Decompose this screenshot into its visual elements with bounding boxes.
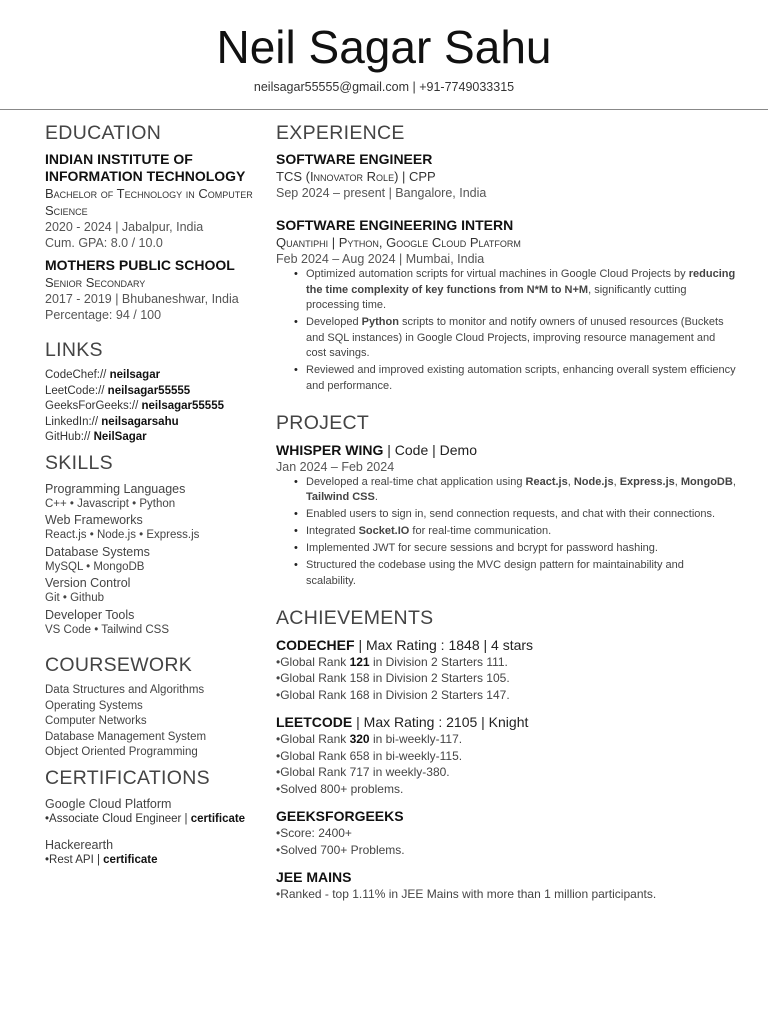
achievement-line: •Solved 700+ Problems. (276, 842, 405, 857)
certificate-link[interactable]: certificate (103, 854, 158, 866)
project-bullets (294, 475, 736, 590)
skills-section-title: SKILLS (45, 451, 113, 474)
education-years-location: 2017 - 2019 | Bhubaneshwar, India (45, 292, 239, 306)
list-item: • Optimized automation scripts for virtual machines in Google Cloud Projects by reducing the time complexity of key functions from N*M to N+M, significantly cutting processing time. (294, 267, 736, 314)
degree: Bachelor of Technology in Computer Science (45, 186, 253, 218)
certification-name: •Rest API | (45, 854, 100, 866)
course-item: Database Management System (45, 730, 207, 743)
project-entry (276, 441, 736, 590)
course-item: Object Oriented Programming (45, 746, 198, 758)
achievement-heading: GEEKSFORGEEKS (276, 808, 404, 824)
course-item: Computer Networks (45, 715, 147, 727)
link-prefix: CodeChef:// (45, 369, 107, 381)
achievement-line: •Solved 800+ problems. (276, 781, 404, 796)
education-score: Percentage: 94 / 100 (45, 308, 162, 322)
project-name: WHISPER WING (276, 441, 384, 458)
achievement-line: •Global Rank 658 in bi-weekly-115. (276, 748, 463, 763)
skill-items: MySQL • MongoDB (45, 560, 145, 573)
education-entry (45, 151, 265, 251)
link-item[interactable] (45, 399, 265, 415)
achievement-group (276, 868, 736, 903)
achievement-line: •Score: 2400+ (276, 826, 352, 840)
achievement-line: •Ranked - top 1.11% in JEE Mains with more than 1 million participants. (276, 887, 657, 901)
certification-entry (45, 837, 265, 869)
job-entry (276, 151, 736, 201)
links-list (45, 368, 265, 446)
achievement-line: •Global Rank 320 in bi-weekly-117. (276, 732, 463, 746)
project-heading (276, 441, 736, 459)
achievement-heading: CODECHEF | Max Rating : 1848 | 4 stars (276, 636, 534, 653)
job-bullets (294, 267, 736, 394)
school-name: MOTHERS PUBLIC SCHOOL (45, 257, 235, 273)
link-handle[interactable]: neilsagar55555 (107, 384, 191, 397)
project-dates: Jan 2024 – Feb 2024 (276, 459, 395, 474)
coursework-section-title: COURSEWORK (45, 654, 193, 676)
skills-list (45, 481, 265, 639)
skill-category: Version Control (45, 576, 131, 590)
certification-entry (45, 796, 265, 828)
job-role: SOFTWARE ENGINEERING INTERN (276, 217, 514, 233)
job-company: Quantiphi | Python, Google Cloud Platform (276, 235, 521, 250)
job-dates: Feb 2024 – Aug 2024 | Mumbai, India (276, 252, 485, 266)
achievement-line: •Global Rank 168 in Division 2 Starters 147. (276, 687, 510, 702)
link-handle[interactable]: neilsagar (109, 369, 161, 381)
achievement-group (276, 636, 736, 704)
education-years-location: 2020 - 2024 | Jabalpur, India (45, 220, 204, 234)
list-item: • Integrated Socket.IO for real-time communication. (294, 524, 736, 540)
skill-category: Programming Languages (45, 481, 186, 496)
skill-category: Web Frameworks (45, 513, 143, 527)
candidate-name: Neil Sagar Sahu (216, 21, 552, 73)
achievement-line: •Global Rank 158 in Division 2 Starters 105. (276, 671, 510, 685)
skill-category: Database Systems (45, 544, 150, 559)
skill-category: Developer Tools (45, 607, 135, 622)
certification-provider: Google Cloud Platform (45, 796, 172, 811)
link-prefix: GitHub:// (45, 431, 91, 443)
link-handle[interactable]: neilsagarsahu (101, 415, 179, 428)
education-score: Cum. GPA: 8.0 / 10.0 (45, 236, 163, 250)
link-prefix: LeetCode:// (45, 384, 105, 397)
certification-line (45, 853, 265, 869)
achievement-heading: JEE MAINS (276, 869, 352, 885)
project-links[interactable]: | Code | Demo (383, 441, 477, 458)
list-item: • Structured the codebase using the MVC design pattern for maintainability and scalability. (294, 558, 736, 589)
certification-name: •Associate Cloud Engineer | (45, 812, 188, 825)
certifications-section-title: CERTIFICATIONS (45, 766, 210, 789)
list-item: • Reviewed and improved existing automation scripts, enhancing overall system efficiency and performance. (294, 363, 736, 394)
list-item: • Implemented JWT for secure sessions and bcrypt for password hashing. (294, 541, 736, 557)
resume-header (0, 0, 768, 110)
link-item[interactable] (45, 368, 265, 384)
left-column (45, 122, 265, 869)
achievement-group (276, 713, 736, 797)
contact-line: neilsagar55555@gmail.com | +91-7749033315 (253, 80, 515, 94)
achievement-group (276, 807, 736, 858)
course-item: Operating Systems (45, 699, 143, 712)
achievement-line: •Global Rank 121 in Division 2 Starters 111. (276, 654, 508, 669)
school-name: INDIAN INSTITUTE OF INFORMATION TECHNOLOGY (45, 151, 246, 184)
certification-provider: Hackerearth (45, 838, 114, 852)
list-item: • Developed Python scripts to monitor and notify owners of unused resources (Buckets and SQL instances) in Google Cloud Projects, improving resource management and cost savings. (294, 315, 736, 362)
links-section-title: LINKS (45, 339, 103, 361)
link-item[interactable] (45, 415, 265, 431)
skill-items: C++ • Javascript • Python (45, 497, 176, 510)
degree: Senior Secondary (45, 275, 146, 290)
link-handle[interactable]: neilsagar55555 (141, 400, 224, 412)
skill-items: VS Code • Tailwind CSS (45, 623, 169, 636)
education-section-title: EDUCATION (45, 122, 162, 144)
certification-line (45, 812, 265, 828)
course-item: Data Structures and Algorithms (45, 684, 205, 696)
list-item: • Developed a real-time chat application using React.js, Node.js, Express.js, MongoDB, Tailwind CSS. (294, 475, 736, 506)
achievement-line: •Global Rank 717 in weekly-380. (276, 765, 450, 779)
experience-section-title: EXPERIENCE (276, 122, 405, 144)
job-entry (276, 217, 736, 394)
certificate-link[interactable]: certificate (190, 812, 246, 825)
achievements-section-title: ACHIEVEMENTS (276, 606, 434, 629)
link-item[interactable] (45, 384, 265, 400)
list-item: • Enabled users to sign in, send connection requests, and chat with their connections. (294, 507, 736, 523)
skill-items: Git • Github (45, 592, 104, 604)
right-column (276, 122, 736, 903)
link-handle[interactable]: NeilSagar (93, 431, 147, 443)
job-dates: Sep 2024 – present | Bangalore, India (276, 186, 487, 200)
achievement-heading: LEETCODE | Max Rating : 2105 | Knight (276, 714, 529, 730)
project-section-title: PROJECT (276, 411, 370, 434)
job-role: SOFTWARE ENGINEER (276, 151, 433, 167)
link-prefix: GeeksForGeeks:// (45, 400, 139, 412)
skill-items: React.js • Node.js • Express.js (45, 529, 200, 541)
job-company: TCS (Innovator Role) | CPP (276, 169, 436, 184)
education-entry (45, 257, 265, 323)
link-item[interactable] (45, 430, 265, 446)
coursework-list (45, 683, 265, 761)
link-prefix: LinkedIn:// (45, 415, 99, 428)
